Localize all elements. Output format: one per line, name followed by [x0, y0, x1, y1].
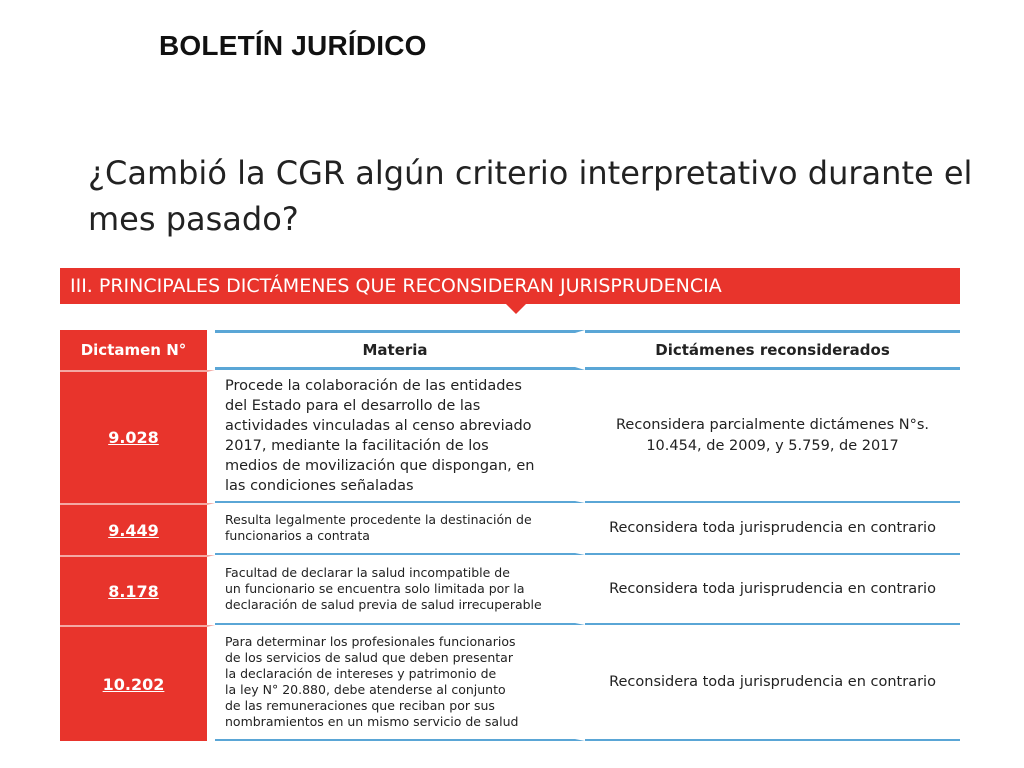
- header-reconsiderados: Dictámenes reconsiderados: [585, 330, 960, 370]
- table-row: [60, 503, 960, 555]
- dictamenes-table: [60, 330, 960, 741]
- materia-cell: Procede la colaboración de las entidades del Estado para el desarrollo de las actividades vinculadas al censo abreviado 2017, mediante la facilitación de los medios de movilización que dispongan, en las condiciones señaladas: [215, 370, 585, 503]
- dictamenes-table-container: [60, 330, 960, 729]
- dictamen-number-link[interactable]: 9.449: [108, 520, 159, 540]
- dictamen-number-cell[interactable]: [60, 625, 215, 741]
- dictamen-number-cell[interactable]: [60, 503, 215, 555]
- dictamen-number-link[interactable]: 10.202: [102, 674, 165, 694]
- materia-cell: Resulta legalmente procedente la destinación de funcionarios a contrata: [215, 503, 585, 555]
- dictamen-number-cell[interactable]: [60, 555, 215, 625]
- reconsiderados-cell: Reconsidera toda jurisprudencia en contrario: [585, 625, 960, 741]
- header-materia: Materia: [215, 330, 585, 370]
- slide-question: ¿Cambió la CGR algún criterio interpretativo durante el mes pasado?: [88, 154, 973, 238]
- reconsiderados-cell: Reconsidera parcialmente dictámenes N°s. 10.454, de 2009, y 5.759, de 2017: [585, 370, 960, 503]
- dictamen-number-link[interactable]: 9.028: [108, 428, 159, 447]
- table-row: [60, 370, 960, 503]
- header-dictamen: Dictamen N°: [60, 330, 215, 370]
- dictamen-number-cell[interactable]: [60, 370, 215, 503]
- table-row: [60, 555, 960, 625]
- section-banner: III. PRINCIPALES DICTÁMENES QUE RECONSIDERAN JURISPRUDENCIA: [60, 268, 960, 304]
- materia-cell: Facultad de declarar la salud incompatible de un funcionario se encuentra solo limitada por la declaración de salud previa de salud irrecuperable: [215, 555, 585, 625]
- dictamen-number-link[interactable]: 8.178: [108, 581, 159, 601]
- reconsiderados-cell: Reconsidera toda jurisprudencia en contrario: [585, 555, 960, 625]
- table-row: [60, 625, 960, 741]
- bulletin-title: BOLETÍN JURÍDICO: [159, 30, 427, 61]
- reconsiderados-cell: Reconsidera toda jurisprudencia en contrario: [585, 503, 960, 555]
- table-header-row: [60, 330, 960, 370]
- materia-cell: Para determinar los profesionales funcionarios de los servicios de salud que deben presentar la declaración de intereses y patrimonio de la ley N° 20.880, debe atenderse al conjunto de las remuneraciones que reciban por sus nombramientos en un mismo servicio de salud: [215, 625, 585, 741]
- banner-arrow-icon: [505, 303, 527, 314]
